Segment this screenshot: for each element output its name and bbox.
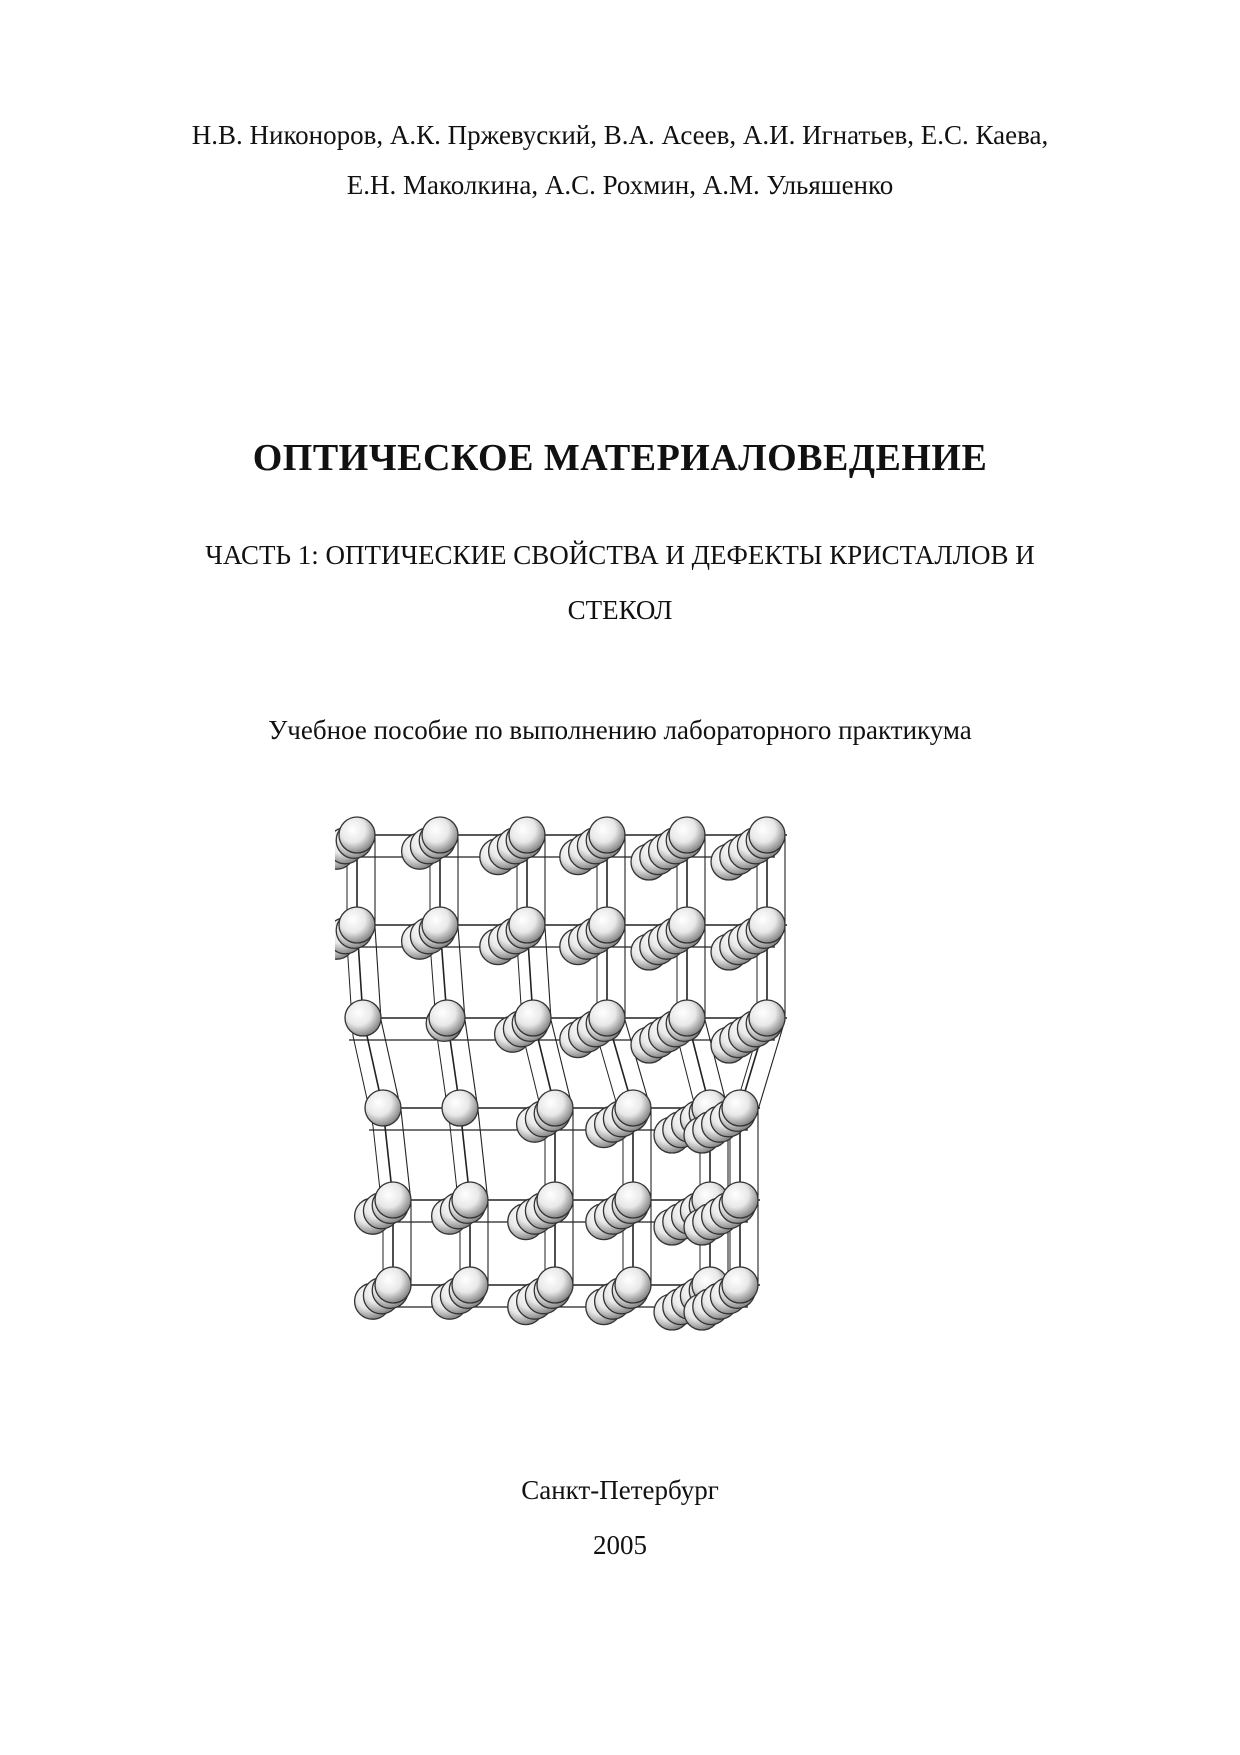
publication-city: Санкт-Петербург bbox=[521, 1475, 719, 1505]
part-title-line-1: ЧАСТЬ 1: ОПТИЧЕСКИЕ СВОЙСТВА И ДЕФЕКТЫ КРИСТАЛЛОВ И bbox=[205, 540, 1035, 570]
authors-line-2: Е.Н. Маколкина, А.С. Рохмин, А.М. Ульяшенко bbox=[346, 170, 894, 200]
lattice-atom bbox=[537, 1090, 573, 1126]
lattice-atom bbox=[515, 1000, 551, 1036]
lattice-atom bbox=[722, 1267, 758, 1303]
lattice-atom bbox=[365, 1090, 401, 1126]
lattice-atom bbox=[339, 817, 375, 853]
lattice-atom bbox=[669, 907, 705, 943]
lattice-atom bbox=[375, 1267, 411, 1303]
lattice-atom bbox=[589, 1000, 625, 1036]
lattice-atom bbox=[749, 907, 785, 943]
lattice-atom bbox=[452, 1182, 488, 1218]
page-title: ОПТИЧЕСКОЕ МАТЕРИАЛОВЕДЕНИЕ bbox=[252, 437, 988, 479]
lattice-atom bbox=[509, 907, 545, 943]
lattice-atom bbox=[722, 1090, 758, 1126]
lattice-atom bbox=[422, 817, 458, 853]
lattice-atom bbox=[452, 1267, 488, 1303]
lattice-atom bbox=[537, 1267, 573, 1303]
lattice-atom bbox=[615, 1182, 651, 1218]
lattice-atom bbox=[509, 817, 545, 853]
lattice-atom bbox=[749, 1000, 785, 1036]
lattice-atom bbox=[669, 817, 705, 853]
lattice-atom bbox=[345, 1000, 381, 1036]
lattice-atom bbox=[589, 817, 625, 853]
subtitle: Учебное пособие по выполнению лабораторного практикума bbox=[268, 715, 972, 745]
lattice-atom bbox=[749, 817, 785, 853]
lattice-atom bbox=[375, 1182, 411, 1218]
crystal-lattice-illustration bbox=[335, 800, 905, 1390]
lattice-atom bbox=[669, 1000, 705, 1036]
lattice-atom bbox=[722, 1182, 758, 1218]
lattice-atom bbox=[537, 1182, 573, 1218]
lattice-atom bbox=[615, 1090, 651, 1126]
part-title-line-2: СТЕКОЛ bbox=[567, 595, 673, 625]
lattice-atom bbox=[615, 1267, 651, 1303]
authors-line-1: Н.В. Никоноров, А.К. Пржевуский, В.А. Асеев, А.И. Игнатьев, Е.С. Каева, bbox=[191, 120, 1049, 150]
lattice-atom bbox=[422, 907, 458, 943]
publication-year: 2005 bbox=[593, 1530, 647, 1560]
lattice-atom bbox=[429, 1000, 465, 1036]
lattice-atom bbox=[589, 907, 625, 943]
lattice-atom bbox=[442, 1090, 478, 1126]
lattice-atom bbox=[339, 907, 375, 943]
